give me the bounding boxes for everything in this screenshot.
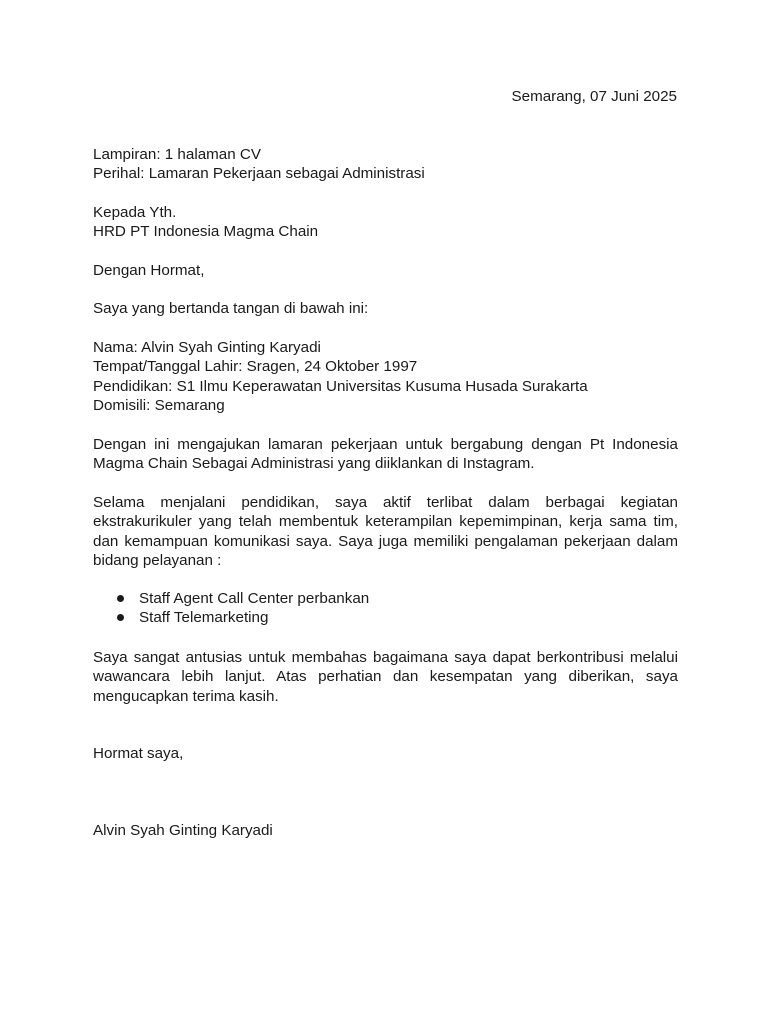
experience-list <box>93 589 369 628</box>
detail-birth: Tempat/Tanggal Lahir: Sragen, 24 Oktober 1997 <box>93 358 418 375</box>
bullet-icon <box>117 595 124 602</box>
attachment-line: Lampiran: 1 halaman CV <box>93 146 261 163</box>
paragraph-closing: Saya sangat antusias untuk membahas bagaimana saya dapat berkontribusi melalui wawancara lebih lanjut. Atas perhatian dan kesempatan yang diberikan, saya mengucapkan terima kasih. <box>93 649 678 705</box>
paragraph-application: Dengan ini mengajukan lamaran pekerjaan untuk bergabung dengan Pt Indonesia Magma Chain Sebagai Administrasi yang diiklankan di Instagram. <box>93 436 678 473</box>
experience-item: Staff Agent Call Center perbankan <box>139 590 370 607</box>
salutation: Dengan Hormat, <box>93 262 205 279</box>
list-item <box>93 589 369 608</box>
experience-item: Staff Telemarketing <box>139 609 269 627</box>
detail-education: Pendidikan: S1 Ilmu Keperawatan Universitas Kusuma Husada Surakarta <box>93 378 588 395</box>
recipient: HRD PT Indonesia Magma Chain <box>93 223 319 240</box>
detail-name: Nama: Alvin Syah Ginting Karyadi <box>93 339 321 356</box>
closing: Hormat saya, <box>93 745 184 762</box>
intro-line: Saya yang bertanda tangan di bawah ini: <box>93 300 369 317</box>
detail-domicile: Domisili: Semarang <box>93 397 225 414</box>
list-item <box>93 608 369 627</box>
subject-line: Perihal: Lamaran Pekerjaan sebagai Administrasi <box>93 165 425 182</box>
bullet-icon <box>117 614 124 621</box>
paragraph-education: Selama menjalani pendidikan, saya aktif terlibat dalam berbagai kegiatan ekstrakurikuler yang telah membentuk keterampilan kepemimpinan, kerja sama tim, dan kemampuan komunikasi saya. Saya juga memiliki pengalaman pekerjaan dalam bidang pelayanan : <box>93 494 678 570</box>
addressee-prefix: Kepada Yth. <box>93 204 177 221</box>
letter-date: Semarang, 07 Juni 2025 <box>511 88 677 105</box>
signature-name: Alvin Syah Ginting Karyadi <box>93 822 273 839</box>
